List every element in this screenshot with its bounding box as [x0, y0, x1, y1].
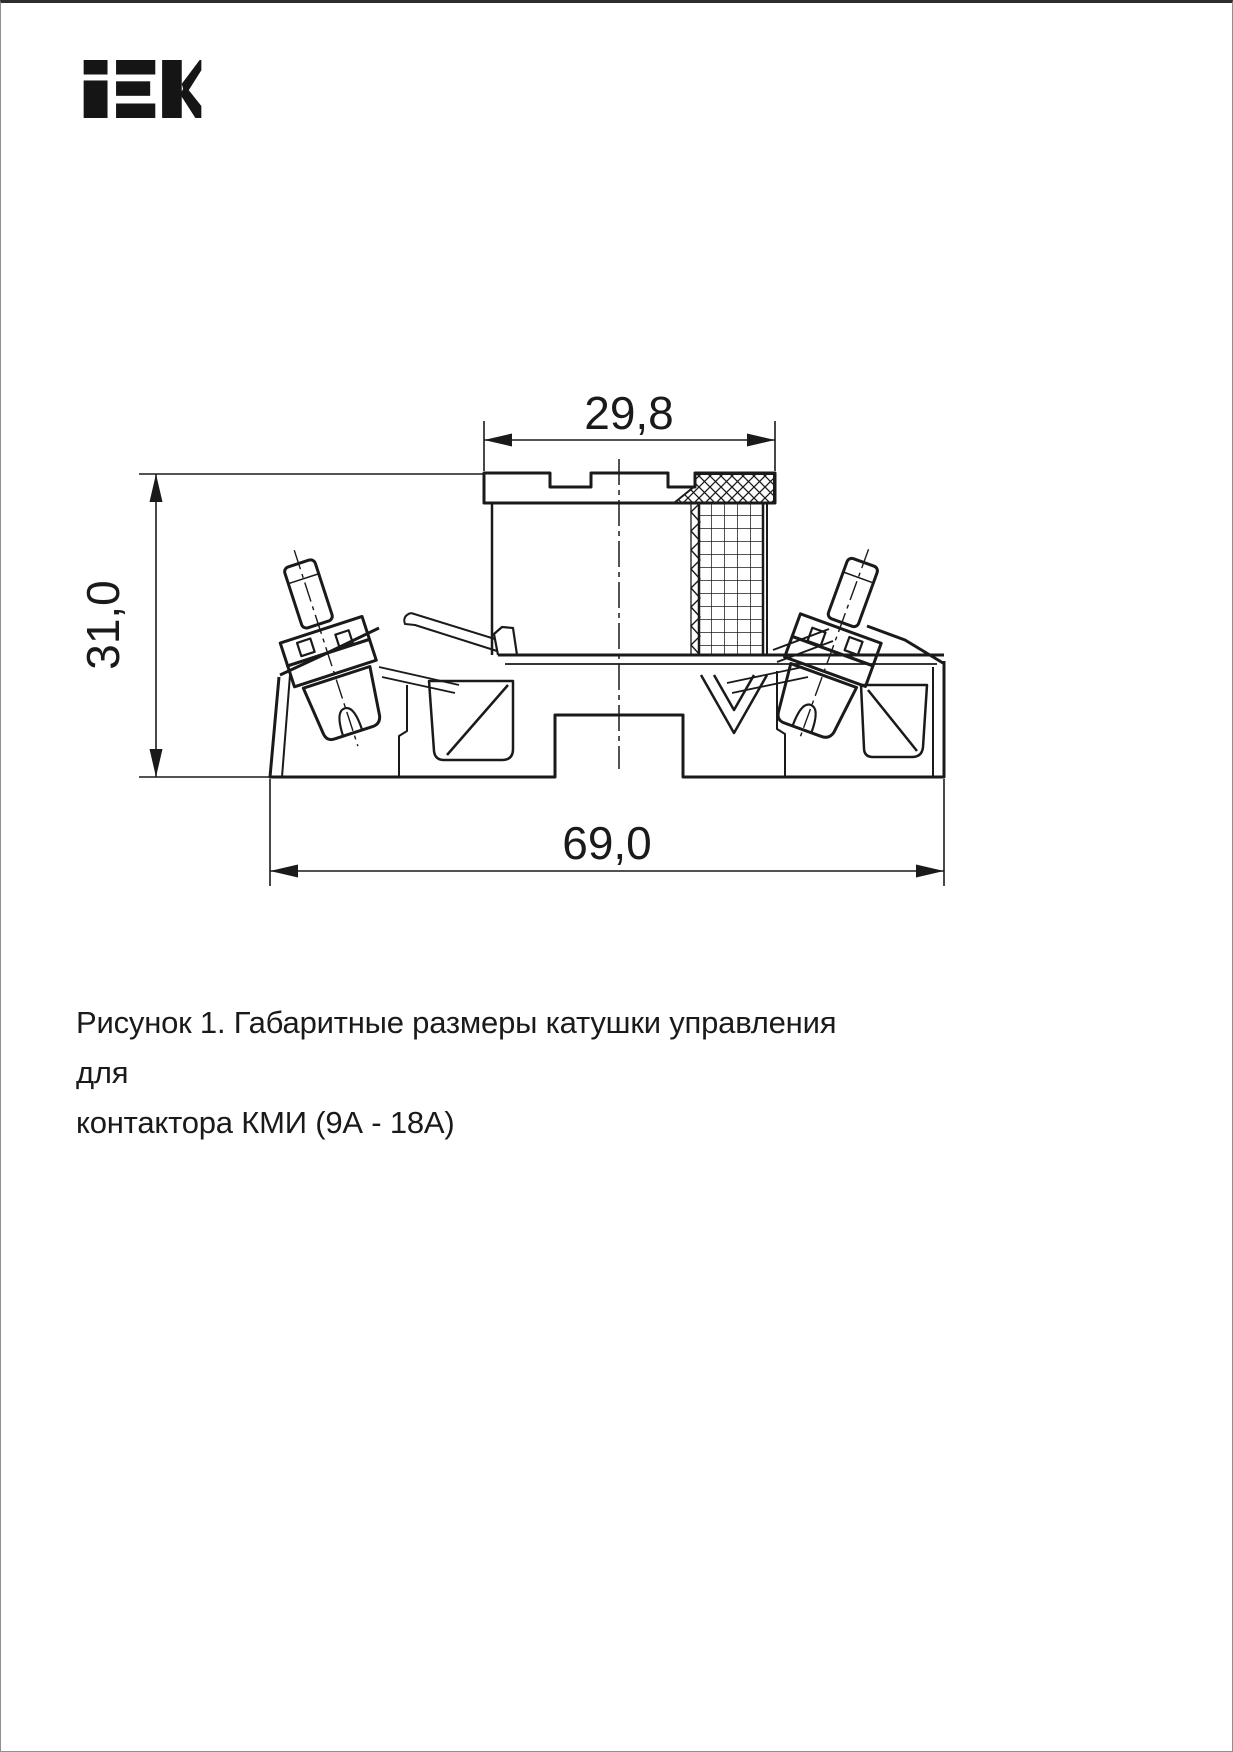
logo-k-lower-arm [180, 86, 201, 118]
logo-k-stem [162, 60, 182, 118]
plate-left-lip [494, 627, 517, 655]
arrowhead-up [150, 474, 163, 502]
right-window-diagonal [868, 690, 917, 751]
logo-i-dot [84, 60, 108, 75]
chevron-cutout-outer [701, 675, 767, 733]
coil-dimension-drawing [61, 333, 961, 913]
left-window-diagonal [447, 685, 508, 755]
left-lead-strip-2 [382, 677, 455, 693]
arrowhead-left [484, 434, 512, 447]
left-terminal-clamp-upper [280, 616, 369, 665]
dimension-label-top-width: 29,8 [584, 387, 674, 439]
coil-part [254, 459, 944, 777]
left-septum-wall-2 [411, 613, 495, 639]
left-terminal-foot [303, 667, 387, 744]
left-terminal-axis [294, 550, 358, 746]
left-lead-strip [379, 667, 459, 685]
right-terminal-hole-2 [845, 637, 863, 655]
logo-e-top-bar [116, 60, 155, 75]
arrowhead-right [916, 865, 944, 878]
right-screw-head-line [843, 572, 873, 583]
left-terminal-hole-1 [297, 639, 315, 657]
arrowhead-down [150, 749, 163, 777]
iek-logo-glyphs [84, 60, 202, 118]
base-left-inner-wall [282, 675, 290, 777]
dimension-label-height: 31,0 [77, 580, 129, 670]
right-screw-terminal [759, 535, 910, 756]
base-right-housing-top [867, 626, 943, 663]
dimension-label-bottom-width: 69,0 [562, 817, 652, 869]
logo-e-bottom-bar [116, 104, 155, 119]
left-septum-wall [404, 613, 497, 651]
left-separator [399, 685, 407, 777]
right-terminal-foot [771, 664, 857, 742]
figure-caption [76, 998, 876, 1148]
iek-logo [83, 60, 202, 118]
arrowhead-left [270, 865, 298, 878]
logo-e-mid-bar [116, 81, 150, 96]
left-screw-head-line [288, 574, 318, 584]
winding-grid-section [699, 503, 763, 655]
figure-caption-line1: Рисунок 1. Габаритные размеры катушки управления для [76, 1005, 837, 1090]
figure-caption-line2: контактора КМИ (9А - 18А) [76, 1105, 455, 1140]
right-terminal-hole-1 [808, 628, 826, 646]
logo-i-stem [84, 80, 108, 118]
arrowhead-right [747, 434, 775, 447]
